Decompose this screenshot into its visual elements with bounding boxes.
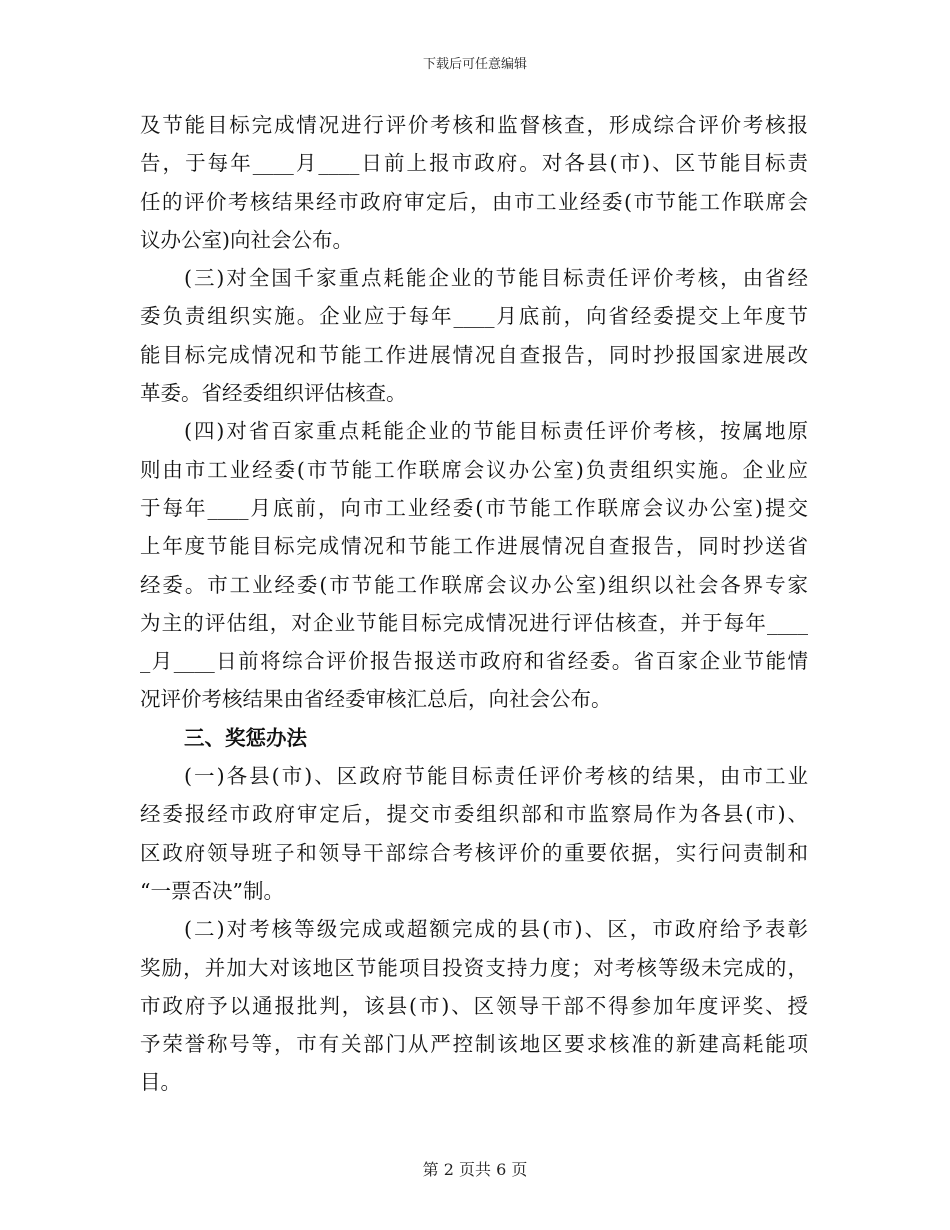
paragraph-line: (四)对省百家重点耗能企业的节能目标责任评价考核，按属地原	[184, 419, 808, 444]
paragraph-line: 上年度节能目标完成情况和节能工作进展情况自查报告，同时抄送省	[140, 534, 808, 559]
paragraph-line: 于每年____月底前，向市工业经委(市节能工作联席会议办公室)提交	[140, 495, 808, 520]
paragraph-line: 议办公室)向社会公布。	[140, 227, 353, 252]
page-header: 下载后可任意编辑	[422, 57, 527, 72]
paragraph-line: 革委。省经委组织评估核查。	[140, 381, 407, 406]
paragraph-line: _月____日前将综合评价报告报送市政府和省经委。省百家企业节能情	[140, 649, 808, 674]
paragraph-line: (一)各县(市)、区政府节能目标责任评价考核的结果，由市工业	[184, 764, 808, 789]
paragraph-line: 及节能目标完成情况进行评价考核和监督核查，形成综合评价考核报	[140, 113, 808, 137]
paragraph-line: 目。	[140, 1070, 181, 1095]
paragraph-line: 任的评价考核结果经市政府审定后，由市工业经委(市节能工作联席会	[140, 189, 808, 214]
paragraph-line: 经委报经市政府审定后，提交市委组织部和市监察局作为各县(市)、	[140, 802, 808, 827]
document-body	[140, 106, 808, 1102]
paragraph-line: 能目标完成情况和节能工作进展情况自查报告，同时抄报国家进展改	[140, 342, 808, 367]
page-footer: 第 2 页共 6 页	[422, 1160, 528, 1179]
paragraph-line: 况评价考核结果由省经委审核汇总后，向社会公布。	[140, 687, 612, 712]
paragraph-line: 为主的评估组，对企业节能目标完成情况进行评估核查，并于每年____	[140, 610, 808, 635]
paragraph-line: (二)对考核等级完成或超额完成的县(市)、区，市政府给予表彰	[184, 917, 808, 942]
paragraph-line: “一票否决”制。	[140, 878, 284, 903]
paragraph-line: 告，于每年____月____日前上报市政府。对各县(市)、区节能目标责	[140, 151, 808, 176]
paragraph-line: 奖励，并加大对该地区节能项目投资支持力度；对考核等级未完成的，	[140, 955, 808, 980]
paragraph-line: 经委。市工业经委(市节能工作联席会议办公室)组织以社会各界专家	[140, 572, 808, 597]
section-heading: 三、奖惩办法	[184, 725, 307, 750]
paragraph-line: 区政府领导班子和领导干部综合考核评价的重要依据，实行问责制和	[140, 840, 808, 865]
paragraph-line: 予荣誉称号等，市有关部门从严控制该地区要求核准的新建高耗能项	[140, 1032, 808, 1057]
paragraph-line: 则由市工业经委(市节能工作联席会议办公室)负责组织实施。企业应	[140, 457, 808, 482]
paragraph-line: 委负责组织实施。企业应于每年____月底前，向省经委提交上年度节	[140, 304, 808, 329]
paragraph-line: (三)对全国千家重点耗能企业的节能目标责任评价考核，由省经	[184, 266, 808, 291]
paragraph-line: 市政府予以通报批判，该县(市)、区领导干部不得参加年度评奖、授	[140, 993, 808, 1018]
